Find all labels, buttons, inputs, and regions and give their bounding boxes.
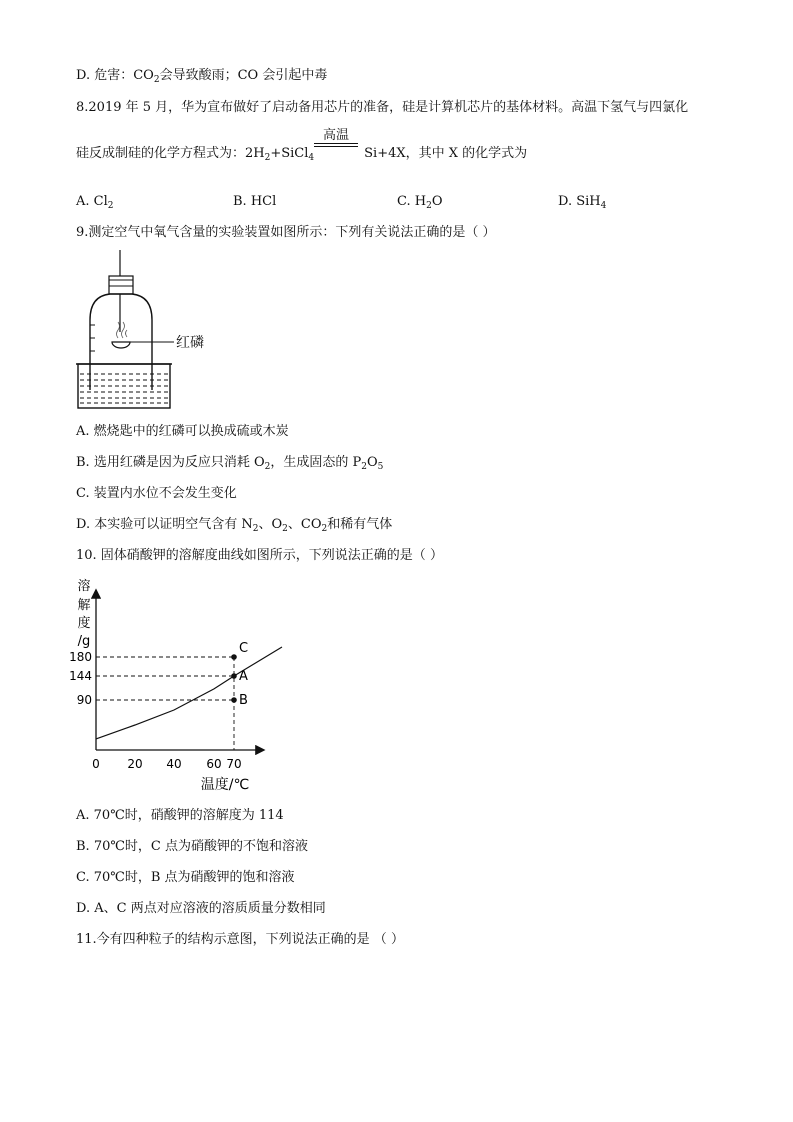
q10-x-tick-label: 70 xyxy=(226,757,242,771)
q8-option-a-label: A. Cl xyxy=(76,194,108,209)
q10-point-c xyxy=(231,654,237,660)
q7-option-d-text: D. 危害：CO xyxy=(76,68,154,83)
q9-option-b-sub2: 2 xyxy=(361,462,367,472)
q9-option-b-text: B. 选用红磷是因为反应只消耗 O xyxy=(76,455,265,470)
q10-option-c: C. 70℃时，B 点为硝酸钾的饱和溶液 xyxy=(76,870,295,885)
q9-spoon xyxy=(112,342,130,348)
q10-y-tick-label: 90 xyxy=(76,693,92,707)
q9-option-d-mid2: 、CO xyxy=(287,517,322,532)
q8-option-d xyxy=(558,193,606,211)
q9-option-d-sub1: 2 xyxy=(252,524,259,534)
q9-option-d-text: D. 本实验可以证明空气含有 N xyxy=(76,517,253,532)
q9-option-b-mid2: O xyxy=(366,455,378,470)
q9-smoke xyxy=(117,322,120,338)
q10-option-b: B. 70℃时，C 点为硝酸钾的不饱和溶液 xyxy=(76,839,308,854)
q10-y-axis-label xyxy=(77,578,90,649)
q8-eq-part1: 硅反成制硅的化学方程式为：2H xyxy=(76,146,265,161)
q10-x-tick-label: 0 xyxy=(92,757,100,771)
q9-stem: 9.测定空气中氧气含量的实验装置如图所示：下列有关说法正确的是（ ） xyxy=(76,225,496,240)
q10-y-axis-label-char: 溶 xyxy=(77,579,91,594)
q10-y-axis-label-char: /g xyxy=(77,634,91,649)
q7-option-d xyxy=(76,67,327,85)
q8-eq-sub1: 2 xyxy=(264,153,271,163)
q8-option-b xyxy=(233,193,276,211)
q9-option-b-mid: ，生成固态的 P xyxy=(270,455,362,470)
q9-option-d xyxy=(76,516,392,534)
q8-option-c-label: C. H xyxy=(397,194,427,209)
q10-y-axis-label-char: 度 xyxy=(77,616,91,631)
q10-point-label-c: C xyxy=(239,641,249,656)
q9-option-d-sub3: 2 xyxy=(321,524,328,534)
q9-option-b xyxy=(76,454,383,472)
q9-option-d-suffix: 和稀有气体 xyxy=(327,517,393,532)
q10-x-axis-label: 温度/℃ xyxy=(200,777,250,793)
q9-option-a: A. 燃烧匙中的红磷可以换成硫或木炭 xyxy=(76,424,289,439)
q8-eq-part2: +SiCl xyxy=(270,146,309,161)
q10-point-label-a: A xyxy=(239,669,248,684)
q9-option-b-sub1: 2 xyxy=(264,462,271,472)
q7-option-d-sub: 2 xyxy=(153,75,160,85)
q10-y-tick-label: 180 xyxy=(69,650,92,664)
q8-option-c-sub: 2 xyxy=(426,201,432,211)
q8-option-c xyxy=(397,193,443,211)
q10-x-tick-label: 40 xyxy=(166,757,182,771)
q8-stem-line1: 8.2019 年 5 月，华为宣布做好了启动备用芯片的准备，硅是计算机芯片的基体材料。高温下氢气与四氯化 xyxy=(76,100,689,115)
q8-option-b-label: B. HCl xyxy=(233,194,277,209)
q8-condition xyxy=(310,129,362,147)
q9-option-d-mid1: 、O xyxy=(258,517,283,532)
q10-y-tick-label: 144 xyxy=(69,669,92,683)
q7-option-d-suffix: 会导致酸雨；CO 会引起中毒 xyxy=(159,68,328,83)
q8-eq-sub2: 4 xyxy=(308,153,315,163)
q9-stopper xyxy=(109,276,133,294)
q9-apparatus-figure xyxy=(76,250,226,412)
q10-y-axis-label-char: 解 xyxy=(77,598,91,613)
q8-condition-text: 高温 xyxy=(322,128,349,143)
q9-option-c: C. 装置内水位不会发生变化 xyxy=(76,486,237,501)
q9-option-b-sub3: 5 xyxy=(377,462,384,472)
q8-option-d-sub: 4 xyxy=(600,201,607,211)
q10-stem: 10. 固体硝酸钾的溶解度曲线如图所示，下列说法正确的是（ ） xyxy=(76,548,443,563)
q8-stem-line2 xyxy=(76,145,527,163)
q10-point-b xyxy=(231,697,237,703)
q8-option-a xyxy=(76,193,114,211)
q8-option-d-label: D. SiH xyxy=(558,194,601,209)
q10-point-a xyxy=(231,673,237,679)
q10-solubility-chart xyxy=(60,575,290,800)
q11-stem: 11.今有四种粒子的结构示意图，下列说法正确的是 （ ） xyxy=(76,932,404,947)
q9-figure-label: 红磷 xyxy=(176,335,204,351)
q8-option-a-sub: 2 xyxy=(107,201,114,211)
q10-point-label-b: B xyxy=(239,693,248,708)
q8-option-c-tail: O xyxy=(431,194,443,209)
q8-eq-part3: Si+4X，其中 X 的化学式为 xyxy=(364,146,528,161)
q9-option-d-sub2: 2 xyxy=(282,524,288,534)
q10-solubility-curve xyxy=(96,647,282,739)
q8-equals-sign xyxy=(314,143,358,147)
q10-x-tick-label: 20 xyxy=(127,757,143,771)
q10-x-tick-label: 60 xyxy=(206,757,222,771)
q10-option-a: A. 70℃时，硝酸钾的溶解度为 114 xyxy=(76,808,284,823)
q10-option-d: D. A、C 两点对应溶液的溶质质量分数相同 xyxy=(76,901,326,916)
